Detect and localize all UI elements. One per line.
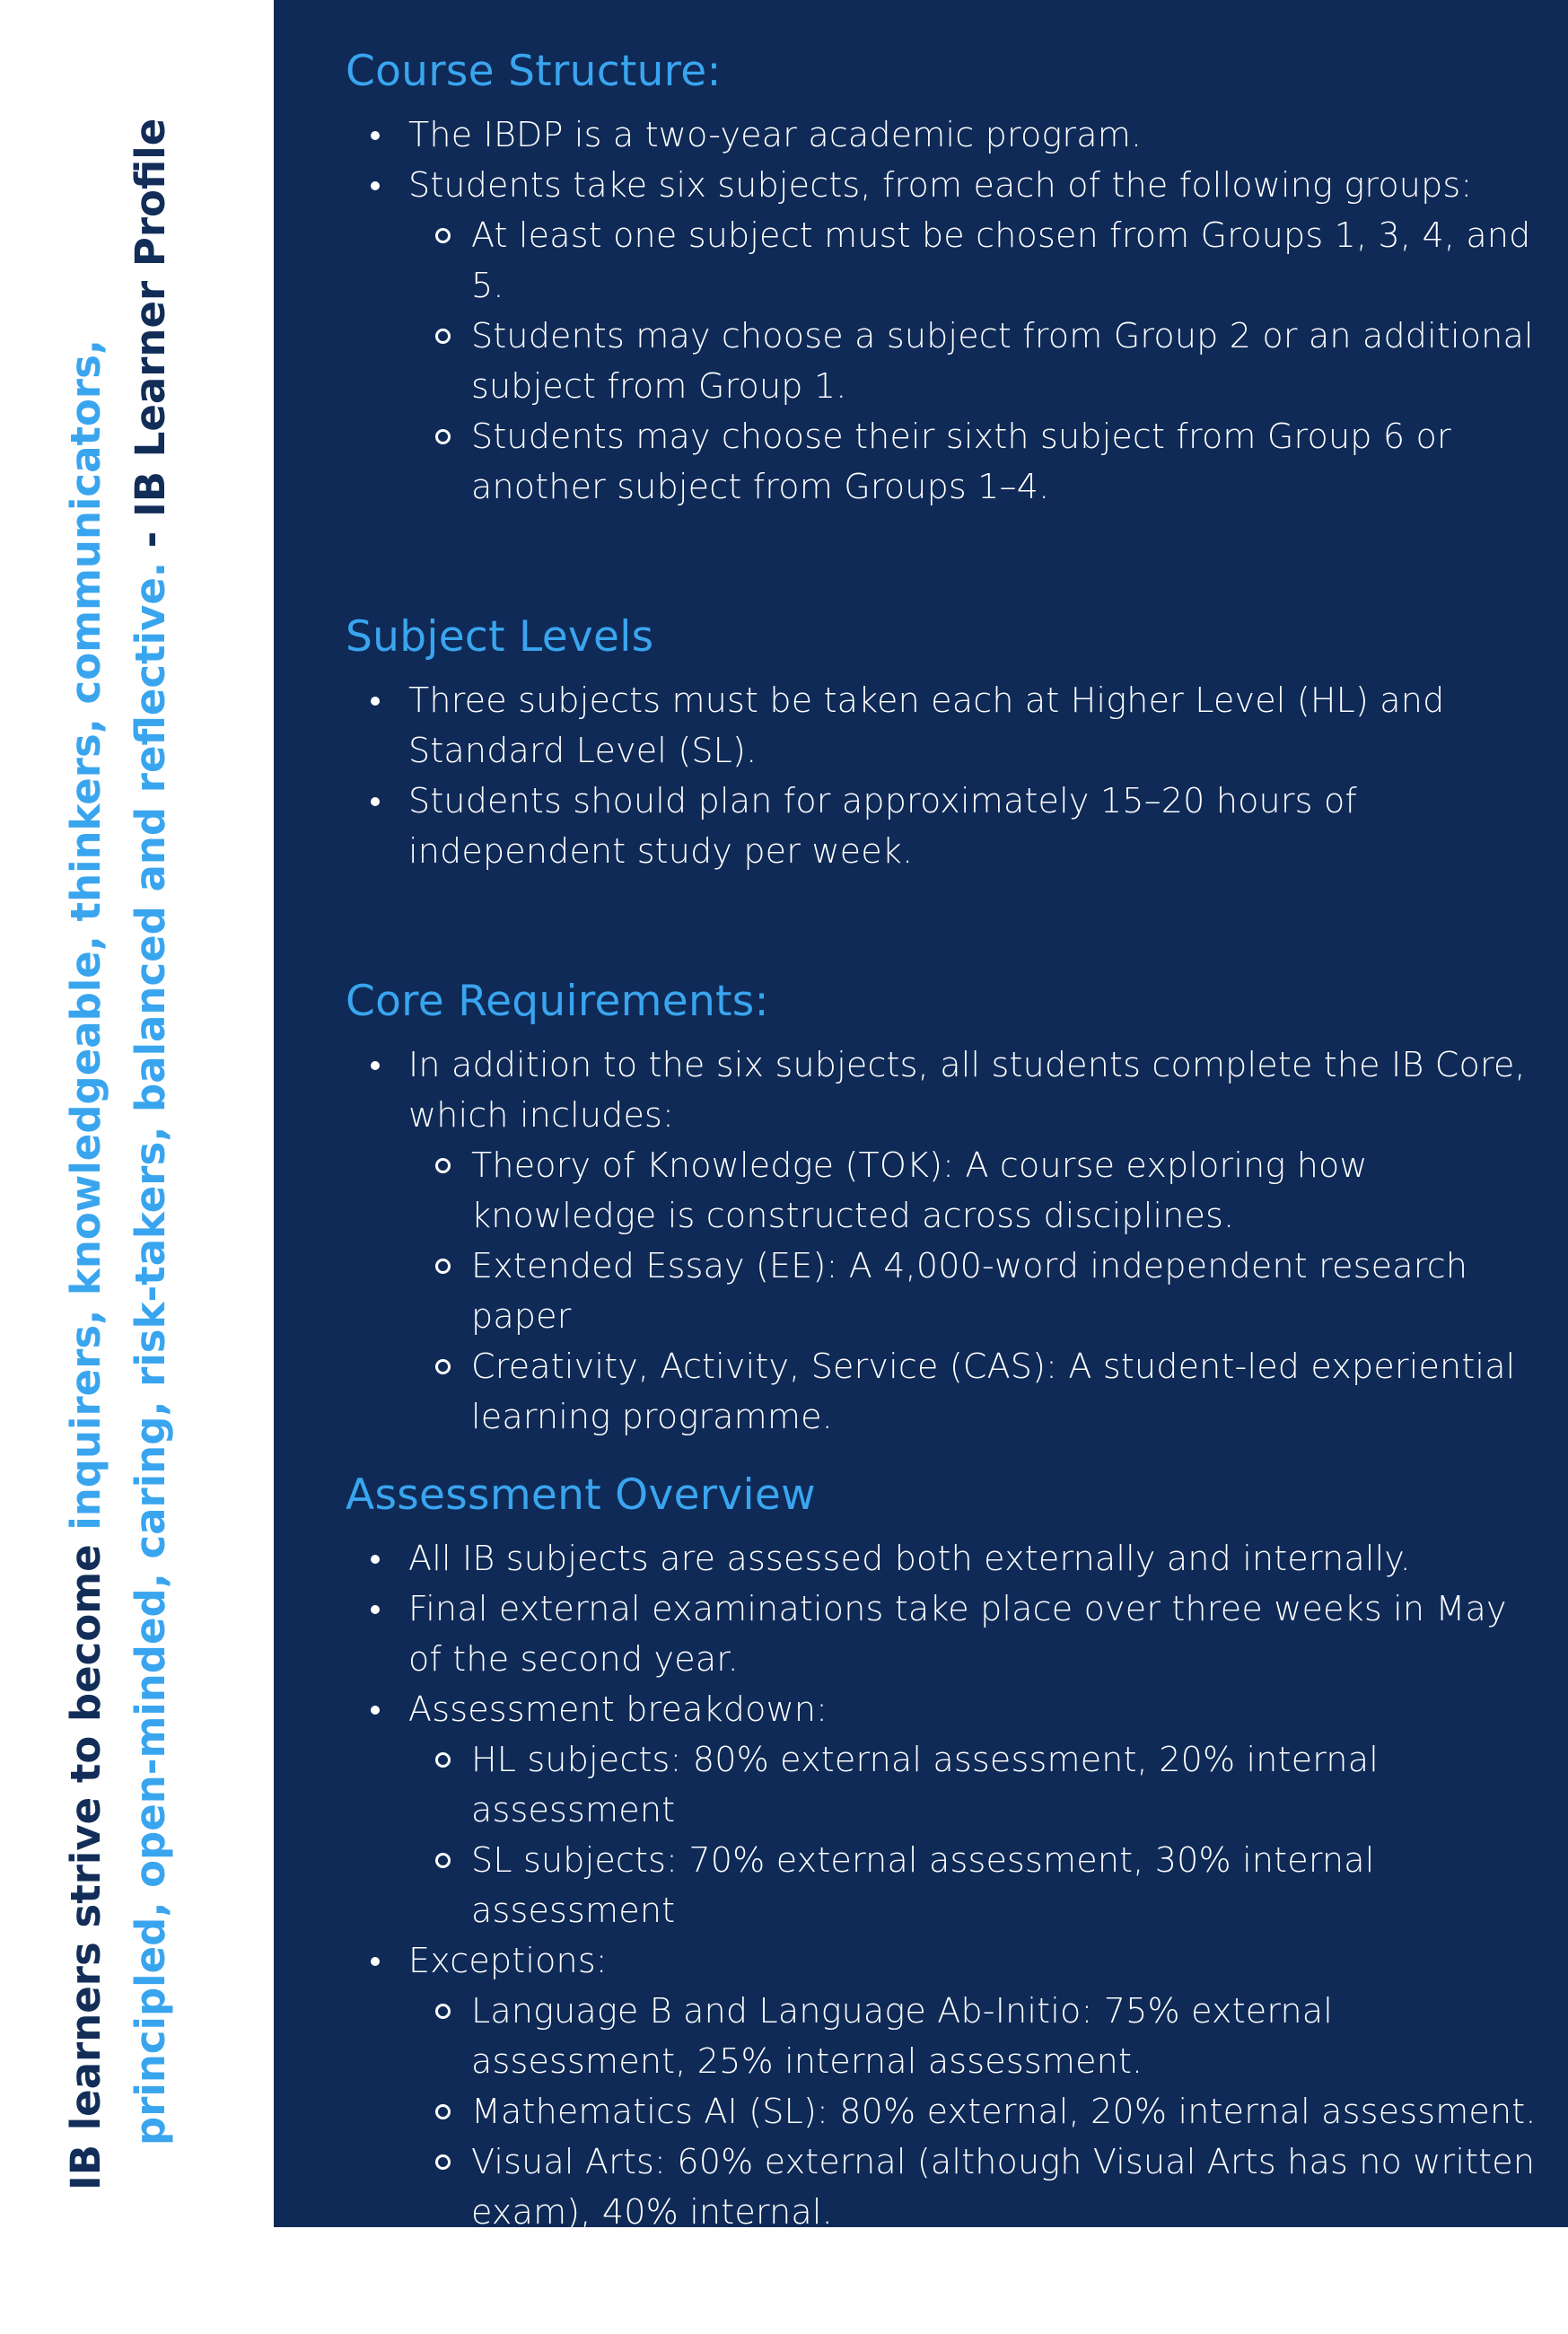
- bullet-dot-icon: [371, 797, 380, 806]
- bullet-dot-icon: [371, 1555, 380, 1564]
- sub-list-item-text: Theory of Knowledge (TOK): A course exploring how knowledge is constructed across disciplines.: [471, 1145, 1368, 1235]
- bullet-circle-icon: [435, 1259, 451, 1274]
- content-body: [346, 43, 1548, 2334]
- list-item: [346, 1584, 1548, 1684]
- list-item: [346, 1040, 1548, 1442]
- bullet-dot-icon: [371, 1706, 380, 1715]
- bullet-list: [346, 1040, 1548, 1442]
- list-item: [346, 1533, 1548, 1584]
- quote-traits-line2: principled, open-minded, caring, risk-takers, balanced and reflective.: [127, 562, 174, 2145]
- bullet-circle-icon: [435, 1752, 451, 1768]
- list-item-text: Final external examinations take place over three weeks in May of the second year.: [408, 1589, 1507, 1679]
- list-item-text: The IBDP is a two-year academic program.: [408, 115, 1143, 154]
- side-strip: [0, 0, 274, 2227]
- sub-list-item: [408, 411, 1548, 512]
- bullet-circle-icon: [435, 1158, 451, 1173]
- sub-list: [408, 1734, 1548, 1935]
- list-item: [346, 776, 1548, 876]
- sub-list-item-text: Extended Essay (EE): A 4,000-word independent research paper: [471, 1246, 1468, 1336]
- sub-list-item-text: SL subjects: 70% external assessment, 30% internal assessment: [471, 1840, 1375, 1930]
- bullet-circle-icon: [435, 429, 451, 444]
- bullet-dot-icon: [371, 697, 380, 706]
- assessment-overview-section: [346, 1467, 1548, 2237]
- sub-list-item: [408, 2086, 1548, 2137]
- subject-levels-section: [346, 609, 1548, 876]
- bullet-dot-icon: [371, 181, 380, 190]
- bullet-list: [346, 675, 1548, 876]
- list-item-text: Exceptions:: [408, 1941, 608, 1980]
- core-requirements-section: [346, 973, 1548, 1442]
- sub-list-item: [408, 1734, 1548, 1835]
- bullet-dot-icon: [371, 1061, 380, 1070]
- bullet-circle-icon: [435, 1853, 451, 1868]
- course-structure-section: [346, 43, 1548, 512]
- list-item-text: In addition to the six subjects, all students complete the IB Core, which includes:: [408, 1045, 1526, 1135]
- list-item-text: Assessment breakdown:: [408, 1689, 828, 1729]
- learner-profile-quote: [54, 54, 183, 2190]
- list-item-text: Three subjects must be taken each at Higher Level (HL) and Standard Level (SL).: [408, 680, 1445, 770]
- quote-prefix: IB learners strive to become: [62, 1530, 109, 2190]
- sub-list-item-text: Visual Arts: 60% external (although Visual Arts has no written exam), 40% internal.: [471, 2142, 1536, 2232]
- sub-list-item-text: Mathematics AI (SL): 80% external, 20% internal assessment.: [471, 2092, 1537, 2131]
- bullet-circle-icon: [435, 228, 451, 243]
- quote-traits-line1: inquirers, knowledgeable, thinkers, communicators,: [62, 339, 109, 1531]
- bullet-circle-icon: [435, 329, 451, 344]
- sub-list-item: [408, 1140, 1548, 1241]
- bullet-circle-icon: [435, 2004, 451, 2019]
- bullet-circle-icon: [435, 1359, 451, 1374]
- bullet-list: [346, 110, 1548, 512]
- list-item: [346, 1684, 1548, 1935]
- sub-list-item: [408, 311, 1548, 411]
- bullet-circle-icon: [435, 2104, 451, 2119]
- sub-list-item: [408, 1241, 1548, 1341]
- quote-attribution: - IB Learner Profile: [127, 118, 174, 563]
- sub-list-item-text: Creativity, Activity, Service (CAS): A student-led experiential learning programme.: [471, 1347, 1516, 1436]
- list-item: [346, 160, 1548, 512]
- bullet-list: [346, 1533, 1548, 2237]
- sub-list: [408, 1140, 1548, 1442]
- bullet-dot-icon: [371, 1605, 380, 1614]
- section-title: Core Requirements:: [346, 977, 769, 1026]
- list-item: [346, 110, 1548, 160]
- bullet-circle-icon: [435, 2154, 451, 2170]
- section-title: Assessment Overview: [346, 1470, 816, 1520]
- sub-list-item-text: Students may choose a subject from Group 2 or an additional subject from Group 1.: [471, 316, 1534, 406]
- sub-list-item: [408, 210, 1548, 311]
- sub-list-item-text: Students may choose their sixth subject from Group 6 or another subject from Groups 1–4.: [471, 417, 1451, 506]
- list-item-text: Students should plan for approximately 15–20 hours of independent study per week.: [408, 781, 1357, 871]
- sub-list-item-text: Language B and Language Ab-Initio: 75% external assessment, 25% internal assessment.: [471, 1991, 1334, 2081]
- bullet-dot-icon: [371, 1957, 380, 1966]
- bullet-dot-icon: [371, 131, 380, 140]
- section-title: Subject Levels: [346, 612, 654, 662]
- sub-list-item: [408, 1986, 1548, 2086]
- sub-list-item: [408, 1835, 1548, 1935]
- sub-list-item-text: HL subjects: 80% external assessment, 20% internal assessment: [471, 1740, 1379, 1829]
- sub-list-item: [408, 2137, 1548, 2237]
- list-item-text: All IB subjects are assessed both externally and internally.: [408, 1539, 1411, 1578]
- sub-list: [408, 210, 1548, 512]
- content-panel: [274, 0, 1568, 2232]
- sub-list-item-text: At least one subject must be chosen from Groups 1, 3, 4, and 5.: [471, 215, 1531, 305]
- sub-list: [408, 1986, 1548, 2237]
- list-item: [346, 675, 1548, 776]
- sub-list-item: [408, 1341, 1548, 1442]
- list-item: [346, 1935, 1548, 2237]
- section-title: Course Structure:: [346, 47, 722, 96]
- list-item-text: Students take six subjects, from each of the following groups:: [408, 165, 1473, 205]
